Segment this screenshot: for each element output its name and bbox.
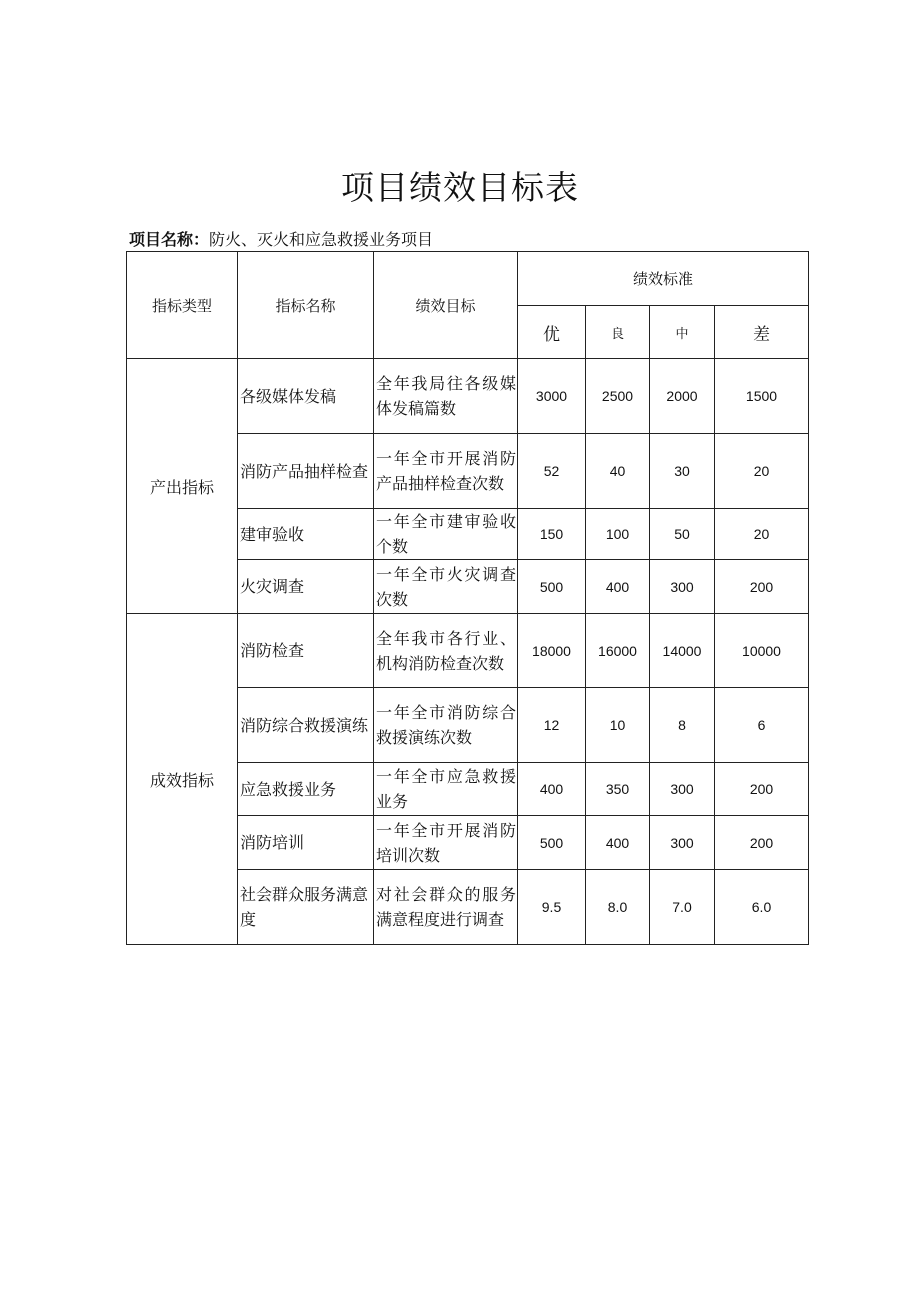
category-cell: 成效指标 [127,614,238,945]
value-medium: 30 [650,434,715,509]
performance-table [126,251,809,945]
value-medium: 300 [650,763,715,816]
value-excellent: 3000 [518,359,586,434]
value-poor: 10000 [715,614,809,688]
value-excellent: 500 [518,816,586,870]
value-medium: 7.0 [650,870,715,945]
value-good: 40 [586,434,650,509]
header-performance-goal: 绩效目标 [374,252,518,359]
page-title: 项目绩效目标表 [341,168,579,207]
value-good: 16000 [586,614,650,688]
indicator-name-cell: 建审验收 [238,509,374,560]
performance-goal-cell: 全年我局往各级媒体发稿篇数 [374,359,518,434]
performance-goal-cell: 对社会群众的服务满意程度进行调查 [374,870,518,945]
value-excellent: 400 [518,763,586,816]
value-medium: 8 [650,688,715,763]
value-poor: 6.0 [715,870,809,945]
value-excellent: 52 [518,434,586,509]
value-medium: 300 [650,816,715,870]
value-poor: 20 [715,434,809,509]
value-medium: 2000 [650,359,715,434]
value-good: 2500 [586,359,650,434]
header-indicator-name: 指标名称 [238,252,374,359]
header-indicator-type: 指标类型 [127,252,238,359]
value-poor: 1500 [715,359,809,434]
table-row [127,614,809,688]
value-excellent: 150 [518,509,586,560]
indicator-name-cell: 消防产品抽样检查 [238,434,374,509]
value-poor: 200 [715,560,809,614]
performance-goal-cell: 一年全市开展消防产品抽样检查次数 [374,434,518,509]
project-name-line [129,229,433,251]
value-good: 400 [586,816,650,870]
indicator-name-cell: 消防培训 [238,816,374,870]
value-medium: 14000 [650,614,715,688]
performance-goal-cell: 一年全市开展消防培训次数 [374,816,518,870]
value-poor: 200 [715,763,809,816]
value-excellent: 12 [518,688,586,763]
project-name-label: 项目名称： [129,230,210,249]
header-grade-medium: 中 [650,306,715,359]
value-poor: 200 [715,816,809,870]
indicator-name-cell: 消防检查 [238,614,374,688]
header-grade-poor: 差 [715,306,809,359]
value-good: 8.0 [586,870,650,945]
header-grade-excellent: 优 [518,306,586,359]
value-good: 100 [586,509,650,560]
project-name-value: 防火、灭火和应急救援业务项目 [209,230,434,249]
indicator-name-cell: 应急救援业务 [238,763,374,816]
category-cell: 产出指标 [127,359,238,614]
header-row-1 [127,252,809,306]
performance-goal-cell: 一年全市消防综合救援演练次数 [374,688,518,763]
value-good: 400 [586,560,650,614]
value-excellent: 18000 [518,614,586,688]
indicator-name-cell: 社会群众服务满意度 [238,870,374,945]
indicator-name-cell: 消防综合救援演练 [238,688,374,763]
value-poor: 20 [715,509,809,560]
header-grade-good: 良 [586,306,650,359]
value-excellent: 9.5 [518,870,586,945]
value-good: 350 [586,763,650,816]
value-medium: 300 [650,560,715,614]
value-good: 10 [586,688,650,763]
performance-goal-cell: 一年全市建审验收个数 [374,509,518,560]
performance-goal-cell: 一年全市应急救援业务 [374,763,518,816]
value-poor: 6 [715,688,809,763]
indicator-name-cell: 火灾调查 [238,560,374,614]
indicator-name-cell: 各级媒体发稿 [238,359,374,434]
header-performance-standard: 绩效标准 [518,252,809,306]
table-row [127,359,809,434]
value-medium: 50 [650,509,715,560]
value-excellent: 500 [518,560,586,614]
performance-goal-cell: 一年全市火灾调查次数 [374,560,518,614]
performance-goal-cell: 全年我市各行业、机构消防检查次数 [374,614,518,688]
